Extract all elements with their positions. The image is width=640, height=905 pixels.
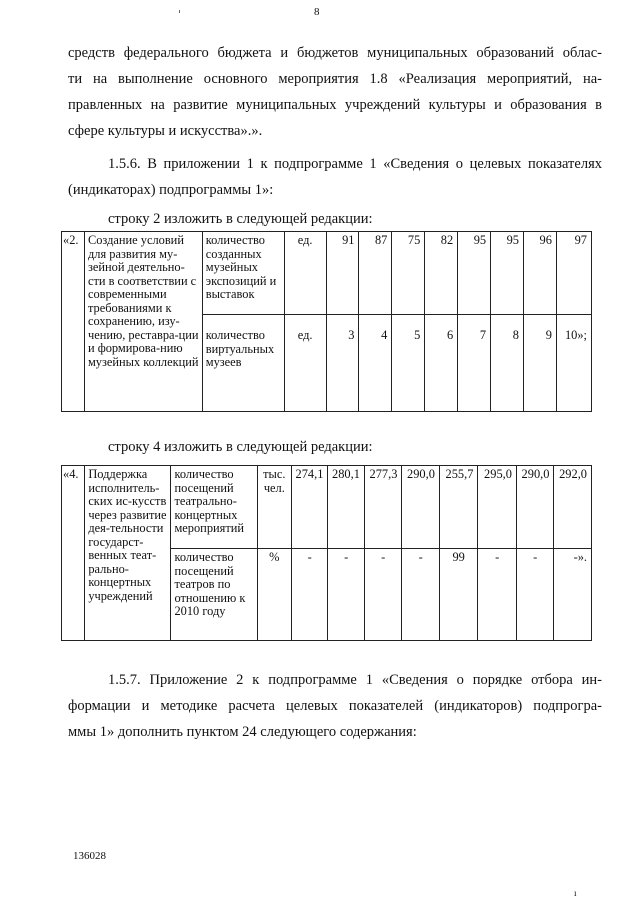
- value-cell: -: [328, 549, 364, 641]
- value-cell: 96: [524, 232, 557, 315]
- table1-intro: строку 2 изложить в следующей редакции:: [108, 211, 373, 227]
- unit-cell: тыс. чел.: [257, 466, 291, 549]
- value-cell: -: [364, 549, 402, 641]
- text-line: ти на выполнение основного мероприятия 1.8 «Реализация мероприятий, на-: [68, 71, 602, 87]
- value-cell: 87: [359, 232, 392, 315]
- page-number: 8: [314, 6, 320, 18]
- value-cell: 4: [359, 315, 392, 412]
- scan-speck: [179, 10, 180, 13]
- table-row: [62, 466, 592, 549]
- value-cell: 95: [491, 232, 524, 315]
- value-cell: 10»;: [556, 315, 591, 412]
- unit-cell: ед.: [284, 315, 326, 412]
- paragraph-1-5-7: [68, 667, 602, 745]
- text-line: сфере культуры и искусства».».: [68, 123, 263, 139]
- paragraph-1-5-6: [68, 151, 602, 203]
- document-code: 136028: [73, 850, 106, 862]
- text-line: формации и методике расчета целевых показателей (индикаторов) подпрогра-: [68, 698, 602, 714]
- value-cell: 280,1: [328, 466, 364, 549]
- value-cell: 290,0: [516, 466, 554, 549]
- value-cell: 295,0: [478, 466, 517, 549]
- value-cell: 5: [392, 315, 425, 412]
- value-cell: 274,1: [292, 466, 328, 549]
- value-cell: 9: [524, 315, 557, 412]
- value-cell: 7: [458, 315, 491, 412]
- indicator-cell: количество созданных музейных экспозиций и выставок: [202, 232, 284, 315]
- value-cell: 99: [439, 549, 478, 641]
- value-cell: -: [292, 549, 328, 641]
- value-cell: 255,7: [439, 466, 478, 549]
- table2-intro: строку 4 изложить в следующей редакции:: [108, 439, 373, 455]
- unit-cell: ед.: [284, 232, 326, 315]
- paragraph-funding: [68, 40, 602, 144]
- value-cell: -».: [554, 549, 592, 641]
- text-line: правленных на развитие муниципальных учреждений культуры и образования в: [68, 97, 602, 113]
- row-number-cell: «4.: [62, 466, 85, 641]
- value-cell: -: [516, 549, 554, 641]
- corner-mark: ı: [574, 888, 577, 898]
- task-name-cell: Создание условий для развития му-зейной деятельно-сти в соответствии с современными требованиями к сохранению, изу-чению, реставра-ции и формирова-нию музейных коллекций: [84, 232, 202, 412]
- value-cell: 82: [425, 232, 458, 315]
- value-cell: 277,3: [364, 466, 402, 549]
- text-line: 1.5.7. Приложение 2 к подпрограмме 1 «Сведения о порядке отбора ин-: [108, 672, 602, 688]
- unit-cell: %: [257, 549, 291, 641]
- value-cell: 3: [326, 315, 359, 412]
- value-cell: 8: [491, 315, 524, 412]
- value-cell: -: [478, 549, 517, 641]
- task-name-cell: Поддержка исполнитель-ских ис-кусств через развитие дея-тельности государст-венных теат-рально-концертных учреждений: [85, 466, 171, 641]
- value-cell: 292,0: [554, 466, 592, 549]
- value-cell: 97: [556, 232, 591, 315]
- value-cell: 290,0: [402, 466, 440, 549]
- indicator-cell: количество посещений театров по отношению к 2010 году: [171, 549, 257, 641]
- text-line: ммы 1» дополнить пунктом 24 следующего содержания:: [68, 724, 417, 740]
- table-row: [62, 232, 592, 315]
- value-cell: 95: [458, 232, 491, 315]
- indicator-cell: количество посещений театрально-концертных мероприятий: [171, 466, 257, 549]
- text-line: 1.5.6. В приложении 1 к подпрограмме 1 «Сведения о целевых показателях: [108, 156, 602, 172]
- value-cell: 6: [425, 315, 458, 412]
- indicator-cell: количество виртуальных музеев: [202, 315, 284, 412]
- value-cell: 91: [326, 232, 359, 315]
- indicators-table-row4: [61, 465, 592, 641]
- value-cell: 75: [392, 232, 425, 315]
- indicators-table-row2: [61, 231, 592, 412]
- text-line: средств федерального бюджета и бюджетов муниципальных образований облас-: [68, 45, 602, 61]
- text-line: (индикаторах) подпрограммы 1»:: [68, 182, 274, 198]
- value-cell: -: [402, 549, 440, 641]
- row-number-cell: «2.: [62, 232, 85, 412]
